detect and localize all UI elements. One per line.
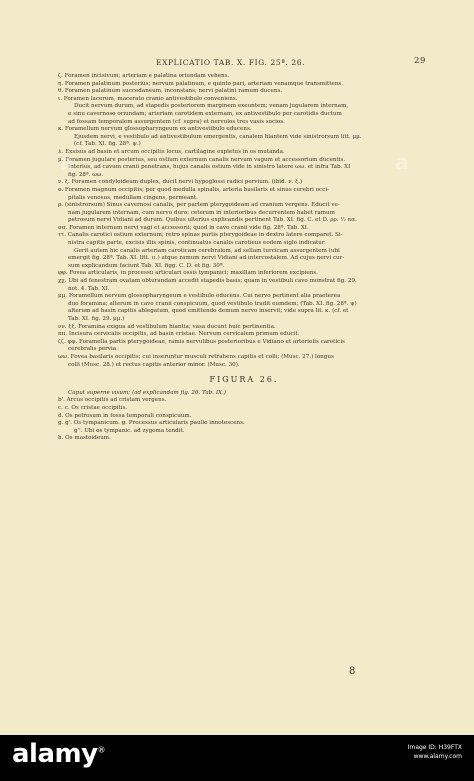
explication-entry: duo foramina; alterum in cavo cranii conspicuum, quod vestibulo tradit eumdem; (Tab. XI. fig. 28ª. ψ)	[68, 300, 357, 307]
figure-entry-list	[58, 390, 430, 443]
explication-entry: χχ. Ubi ad fenestram ovatam obturandam accedit stapedis basis; quam in vestibuli cavo monstrat fig. 29.	[58, 278, 357, 285]
figure-entry: g. g'. Os tympanicum. g. Processus articularis paullo innotescens.	[58, 420, 245, 427]
explication-entry: cerebralis pervia.	[68, 346, 118, 353]
explication-entry: e sinu cavernoso oriundam; arteriam carotidem externam, ex antivestibulo per carotidis ductum	[68, 110, 342, 117]
explication-entry: ττ. Canalis carotici ostium externum; retro spinas partis pterygoideae in dextro latere comparet. Si-	[58, 232, 343, 239]
figure-entry: d. Os petrosum in fossa temporali conspicuum.	[58, 412, 192, 419]
figure-entry: b'. Arcus occipitis ad cristam vergens.	[58, 397, 167, 404]
site-url[interactable]: www.alamy.com	[413, 753, 462, 760]
entry-list	[58, 73, 430, 369]
explication-entry: ρ. (sinistrorsum) Sinus cavernosi canalis, per partem pterygoideam ad cranium vergens. Educit ve-	[58, 202, 340, 209]
page-title: EXPLICATIO TAB. X. FIG. 25ª. 26.	[156, 58, 306, 67]
explication-entry: ζζ. φφ. Foramella partis pterygoideae, ramis nervulibus posterioribus e Vidiano et arteriolis caroticis	[58, 338, 345, 345]
explication-entry: σσ. Foramen internum nervi vagi et accessorii; quod in cavo cranii vide fig. 28ª. Tab. XI.	[58, 224, 309, 231]
watermark-a: a	[60, 150, 74, 174]
page-number: 29	[413, 56, 426, 66]
figure-entry: Caput superne visum; (ad explicandam fig. 26. Tab. IX.)	[68, 389, 226, 396]
explication-entry: ad fossam temporalem assurgentem (cf. supra) et nervulos tres vasis socios.	[68, 118, 285, 125]
explication-entry: ζ. Foramen incisivum; arteriam e palatina oriundam vehens.	[58, 73, 230, 79]
explication-entry: μμ. Foramellum nervum glossopharyngeum e vestibulo educens. Cui nervo pertinent alia praeterea	[58, 293, 341, 300]
explication-entry: pitalis venosus, medullam cingens, permeant.	[68, 194, 198, 201]
watermark-a-right: a	[395, 150, 409, 174]
explication-entry: ι. Foramen lacerum, macerato cranio antivestibulo conveniens.	[58, 95, 238, 102]
explication-entry: nam jugularem internam, cum nervo duro; ceterum in interioribus decurrentem habet ramum	[68, 209, 335, 216]
explication-entry: ππ. Incisura cervicalis occipitis, ad basin cristae. Nervum cervicalem primum educit.	[58, 331, 300, 338]
explication-entry: θ. Foramen palatinum succedaneum, inconstans; nervi palatini ramum ducens.	[58, 88, 283, 95]
figure-entry: c. c. Os cristae occipitis.	[58, 404, 128, 411]
explication-entry: emergit fig. 28ª. Tab. XI. litt. ιι.) atque ramum nervi Vidiani ad intercostalem. Ad cujus nervi cur-	[68, 255, 345, 262]
image-id: Image ID: H39FTX	[407, 744, 462, 751]
explication-entry: Interius, ad cavum cranii penetrans, hujus canalis ostium vide in sinistro latere ωω. et infra Tab. XI	[68, 164, 351, 171]
explication-entry: Gerit autem hic canalis arteriam caroticam cerebralem, ad sellam turcicam assurgentem (ubi	[74, 247, 340, 254]
figure-entry: h. Os mastoideum.	[58, 435, 111, 442]
explication-entry: fig. 28ª. ωω.	[68, 171, 104, 178]
figure-heading: FIGURA 26.	[209, 375, 279, 385]
explication-entry: ωω. Fovea basilaris occipitis; cui inseruntur musculi retrahens capitis et colli; (Musc. 27.) longus	[58, 353, 334, 360]
alamy-logo: alamy®	[12, 739, 106, 769]
explication-entry: (cf. Tab. XI. fig. 28ª. ψ.)	[74, 141, 141, 148]
explication-entry: Ejusdem nervi, e vestibulo ad antivestibulum emergentis, canalem hiantem vide sinistrorsum litt. μμ.	[74, 133, 362, 140]
explication-entry: Ducit nervum durum, ad stapedis posteriorem marginem exeuntem; venam jugularem internam,	[74, 103, 349, 110]
explication-entry: λ. Exsisus ad basin et arcum occipitis locus, cartilagine expletus in os mutanda.	[58, 148, 285, 155]
explication-entry: ο. Foramen magnum occipitis; per quod medulla spinalis, arteria basilaris et sinus cerebri occi-	[58, 186, 330, 193]
page-body	[58, 73, 430, 443]
footer-info	[408, 743, 462, 761]
explication-entry: η. Foramen palatinum posterius; nervum palatinum, e quinto pari, arteriam venamque transmittens.	[58, 80, 344, 87]
explication-entry: not. 4. Tab. XI.	[68, 285, 110, 292]
explication-entry: petrosum nervi Vidiani ad durum. Quibus ulterius explicandis pertinent Tab. XI. fig. C. et D. ρρ. ½ αα.	[68, 217, 357, 224]
explication-entry: Tab. XI. fig. 29. μμ.)	[68, 316, 125, 322]
explication-entry: κ. Foramellum nervum glossopharyngeum ex antivestibulo educens.	[58, 126, 252, 133]
explication-entry: sum explicandum faciunt Tab. XI. figg. C. D. et fig. 30ª.	[68, 262, 225, 269]
explication-entry: nistra capitis parte, excisis illis spinis, continuatus canalis carotieus eodem siglo indicatur.	[68, 240, 326, 247]
explication-entry: νν. ξξ. Foramina exigua ad vestibulum hiantia; vasa ducunt huic pertinentia.	[58, 323, 276, 330]
explication-entry: μ. Foramen jugulare posterius, seu ostium externum canalis nervum vagum et accessorium ducentis.	[58, 156, 346, 163]
signature-mark: 8	[349, 666, 356, 677]
explication-entry: alterum ad basin capitis ablegatum, quod emittendo demum nervo inservit; vide supra lit. κ. (cf. et	[68, 308, 349, 315]
stock-footer	[0, 735, 474, 781]
explication-entry: ν. ξ. Foramen condyloideum duplex, ducit nervi hypoglossi radici pervium. (ibid. ν. ξ.)	[58, 179, 303, 186]
explication-entry: φφ. Fovea articularis, in processu articulari ossis tympanici; maxillam inferiorem excipiens.	[58, 270, 318, 277]
explication-entry: colli (Musc. 28.) et rectus capitis anterior minor. (Musc. 30).	[68, 361, 240, 368]
figure-entry: g''. Ubi os tympanic. ad zygoma tendit.	[74, 427, 185, 434]
